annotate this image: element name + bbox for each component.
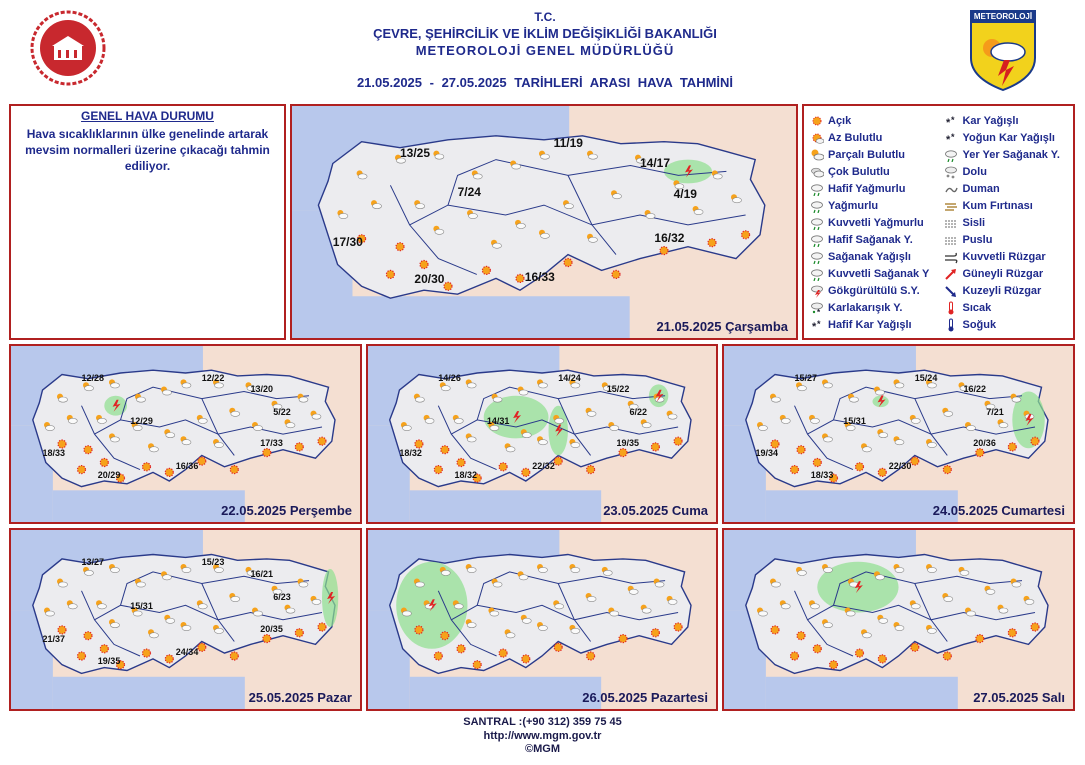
legend-item	[944, 316, 1069, 333]
sun-icon	[1031, 623, 1039, 631]
temperature-label: 19/35	[97, 656, 121, 666]
sun-icon	[473, 661, 481, 669]
temperature-label: 15/31	[843, 415, 866, 426]
temperature-label: 15/22	[606, 384, 630, 395]
sun-icon	[230, 466, 238, 474]
header-line2: ÇEVRE, ŞEHİRCİLİK VE İKLİM DEĞİŞİKLİĞİ BAKANLIĞI	[373, 26, 717, 41]
legend-item	[810, 248, 944, 265]
snow-icon	[944, 114, 958, 128]
legend-label: Kuvvetli Sağanak Y	[828, 267, 930, 280]
temperature-label: 5/22	[273, 407, 291, 418]
sun-icon	[78, 466, 86, 474]
shower-icon	[810, 250, 824, 264]
legend-item	[944, 129, 1069, 146]
sun-icon	[911, 643, 919, 651]
sun-icon	[444, 282, 452, 290]
legend-item	[810, 163, 944, 180]
sun-icon	[434, 652, 442, 660]
temperature-label: 13/20	[250, 384, 274, 395]
temperature-label: 19/34	[755, 448, 779, 459]
sun-icon	[612, 270, 620, 278]
legend-label: Duman	[962, 182, 1000, 195]
map-day-1	[290, 104, 798, 340]
sun-icon	[1008, 629, 1016, 637]
temperature-label: 16/36	[175, 461, 199, 472]
sun-icon	[143, 463, 151, 471]
legend-col2	[944, 112, 1069, 333]
sandstorm-icon	[944, 199, 958, 213]
sun-icon	[587, 466, 595, 474]
sun-icon	[554, 643, 562, 651]
cold-icon	[944, 318, 958, 332]
sun-icon	[441, 446, 449, 454]
logo-text: METEOROLOJİ	[973, 12, 1033, 21]
meteoroloji-logo	[968, 8, 1038, 92]
sun-icon	[295, 629, 303, 637]
sun-icon	[230, 652, 238, 660]
sun-icon	[84, 446, 92, 454]
temperature-label: 7/24	[457, 185, 481, 200]
map-date-caption: 22.05.2025 Perşembe	[221, 503, 352, 518]
temperature-label: 20/36	[973, 438, 996, 449]
temperature-label: 24/34	[175, 647, 199, 658]
map-day-2	[9, 344, 362, 524]
legend-item	[810, 214, 944, 231]
temperature-label: 12/28	[81, 373, 105, 383]
sun-icon	[499, 649, 507, 657]
map-date-caption: 26.05.2025 Pazartesi	[582, 690, 708, 705]
map-day-7	[722, 528, 1075, 711]
temperature-label: 15/24	[914, 373, 938, 383]
sun-icon	[457, 645, 465, 653]
sun-icon	[830, 661, 838, 669]
temperature-label: 14/31	[486, 415, 510, 426]
map-date-caption: 21.05.2025 Çarşamba	[656, 319, 788, 334]
legend-label: Yağmurlu	[828, 199, 879, 212]
legend-item	[810, 146, 944, 163]
sun-icon	[564, 259, 572, 267]
temperature-label: 14/26	[438, 373, 461, 383]
smoke-icon	[944, 182, 958, 196]
legend-label: Açık	[828, 114, 852, 127]
sun-icon	[165, 468, 173, 476]
legend-item	[810, 129, 944, 146]
sun-icon	[976, 449, 984, 457]
legend-label: Puslu	[962, 233, 993, 246]
temperature-label: 13/25	[400, 145, 431, 160]
svg-text:*: *	[817, 318, 821, 329]
temperature-label: 16/33	[524, 270, 555, 285]
sun-icon	[660, 247, 668, 255]
sun-icon	[84, 632, 92, 640]
sun-icon	[797, 446, 805, 454]
legend-item	[810, 231, 944, 248]
sun-icon	[856, 649, 864, 657]
temperature-label: 20/29	[97, 469, 121, 480]
sun-icon	[165, 655, 173, 663]
legend-item	[944, 180, 1069, 197]
hail-icon	[944, 165, 958, 179]
heavy-snow-icon	[944, 131, 958, 145]
sun-icon	[810, 114, 824, 128]
sun-icon	[415, 440, 423, 448]
sun-icon	[1031, 437, 1039, 445]
temperature-label: 15/31	[130, 600, 153, 611]
legend-item	[944, 265, 1069, 282]
legend-label: Sisli	[962, 216, 986, 229]
legend-item	[944, 231, 1069, 248]
sun-icon	[771, 626, 779, 634]
temperature-label: 14/17	[640, 155, 671, 170]
svg-text:*: *	[946, 116, 951, 128]
svg-text:*: *	[817, 307, 821, 315]
legend-item	[810, 180, 944, 197]
legend-item	[944, 248, 1069, 265]
legend-item	[810, 299, 944, 316]
general-weather-box	[9, 104, 286, 340]
legend-item	[810, 112, 944, 129]
legend-item	[944, 197, 1069, 214]
sun-icon	[516, 274, 524, 282]
temperature-label: 6/23	[273, 592, 291, 603]
legend-item	[944, 163, 1069, 180]
map-day-5	[9, 528, 362, 711]
svg-text:*: *	[951, 114, 955, 125]
sun-icon	[441, 632, 449, 640]
map-date-caption: 25.05.2025 Pazar	[248, 690, 352, 705]
svg-text:*: *	[951, 131, 955, 142]
sun-icon	[976, 635, 984, 643]
sun-icon	[587, 652, 595, 660]
header-line4: 21.05.2025 - 27.05.2025 TARİHLERİ ARASI HAVA TAHMİNİ	[356, 75, 734, 90]
sun-icon	[318, 437, 326, 445]
sun-icon	[58, 626, 66, 634]
sun-icon	[554, 457, 562, 465]
sun-icon	[619, 635, 627, 643]
legend-item	[810, 265, 944, 282]
temperature-label: 20/35	[260, 624, 283, 635]
legend-label: Kuvvetli Yağmurlu	[828, 216, 924, 229]
legend-label: Hafif Sağanak Y.	[828, 233, 913, 246]
legend-label: Yoğun Kar Yağışlı	[962, 131, 1055, 144]
rain-icon	[810, 199, 824, 213]
legend-label: Az Bulutlu	[828, 131, 883, 144]
legend-label: Gökgürültülü S.Y.	[828, 284, 920, 297]
legend-label: Güneyli Rüzgar	[962, 267, 1044, 280]
sun-icon	[420, 261, 428, 269]
legend-label: Sağanak Yağışlı	[828, 250, 911, 263]
legend-label: Soğuk	[962, 318, 997, 331]
sun-icon	[651, 629, 659, 637]
temperature-label: 18/32	[454, 469, 478, 480]
legend-item	[810, 316, 944, 333]
map-date-caption: 24.05.2025 Cumartesi	[932, 503, 1065, 518]
strong-wind-icon	[944, 250, 958, 264]
legend-label: Karlakarışık Y.	[828, 301, 903, 314]
footer-copyright: ©MGM	[525, 743, 560, 755]
legend-label: Kum Fırtınası	[962, 199, 1033, 212]
map-day-3	[366, 344, 718, 524]
temperature-label: 22/30	[888, 461, 912, 472]
thunderstorm-icon	[810, 284, 824, 298]
legend-label: Sıcak	[962, 301, 992, 314]
sun-icon	[619, 449, 627, 457]
temperature-label: 6/22	[629, 407, 648, 418]
sun-icon	[791, 466, 799, 474]
north-wind-icon	[944, 284, 958, 298]
legend-item	[944, 146, 1069, 163]
temperature-label: 16/22	[963, 384, 987, 395]
temperature-label: 14/24	[558, 373, 581, 383]
legend-label: Hafif Yağmurlu	[828, 182, 906, 195]
temperature-label: 21/37	[42, 634, 66, 645]
heavy-rain-icon	[810, 216, 824, 230]
legend-label: Hafif Kar Yağışlı	[828, 318, 912, 331]
sun-icon	[295, 443, 303, 451]
sleet-icon	[810, 301, 824, 315]
sun-icon	[434, 466, 442, 474]
sun-small-cloud-icon	[810, 131, 824, 145]
legend-item	[944, 112, 1069, 129]
sun-icon	[791, 652, 799, 660]
legend-label: Parçalı Bulutlu	[828, 148, 906, 161]
svg-text:*: *	[946, 133, 951, 145]
sun-icon	[1008, 443, 1016, 451]
sun-icon	[943, 466, 951, 474]
sun-icon	[198, 457, 206, 465]
sun-icon	[386, 270, 394, 278]
fog-icon	[944, 216, 958, 230]
sun-icon	[482, 266, 490, 274]
haze-icon	[944, 233, 958, 247]
cloudy-icon	[810, 165, 824, 179]
sun-icon	[797, 632, 805, 640]
hot-icon	[944, 301, 958, 315]
sun-icon	[522, 655, 530, 663]
sun-icon	[674, 623, 682, 631]
temperature-label: 16/21	[250, 569, 274, 579]
heavy-shower-icon	[810, 267, 824, 281]
legend-box	[802, 104, 1075, 340]
map-date-caption: 27.05.2025 Salı	[973, 690, 1065, 705]
temperature-label: 15/27	[794, 373, 818, 383]
temperature-label: 17/33	[260, 438, 283, 449]
sun-icon	[318, 623, 326, 631]
temperature-label: 11/19	[553, 135, 583, 150]
temperature-label: 16/32	[654, 230, 685, 245]
sun-icon	[100, 645, 108, 653]
temperature-label: 19/35	[616, 438, 640, 449]
sun-icon	[674, 437, 682, 445]
temperature-label: 17/30	[332, 234, 363, 249]
sun-icon	[457, 459, 465, 467]
legend-label: Kar Yağışlı	[962, 114, 1019, 127]
light-shower-icon	[810, 233, 824, 247]
temperature-label: 18/32	[399, 448, 422, 459]
map-day-6	[366, 528, 718, 711]
temperature-label: 12/22	[201, 373, 225, 383]
map-day-4	[722, 344, 1075, 524]
sun-icon	[58, 440, 66, 448]
south-wind-icon	[944, 267, 958, 281]
legend-item	[810, 197, 944, 214]
sun-icon	[813, 459, 821, 467]
legend-item	[944, 299, 1069, 316]
sun-icon	[263, 635, 271, 643]
header-line3: METEOROLOJİ GENEL MÜDÜRLÜĞÜ	[415, 43, 675, 58]
legend-col1	[810, 112, 944, 333]
legend-label: Çok Bulutlu	[828, 165, 890, 178]
light-rain-icon	[810, 182, 824, 196]
ministry-logo	[30, 10, 106, 86]
sun-icon	[263, 449, 271, 457]
temperature-label: 4/19	[673, 187, 697, 202]
sun-icon	[651, 443, 659, 451]
legend-item	[944, 214, 1069, 231]
sun-icon	[911, 457, 919, 465]
sun-icon	[499, 463, 507, 471]
general-weather-title: GENEL HAVA DURUMU	[81, 109, 214, 123]
legend-item	[944, 282, 1069, 299]
sun-icon	[771, 440, 779, 448]
legend-label: Kuvvetli Rüzgar	[962, 250, 1046, 263]
temperature-label: 18/33	[810, 469, 834, 480]
sun-icon	[742, 231, 750, 239]
sun-icon	[522, 468, 530, 476]
sun-icon	[878, 468, 886, 476]
temperature-label: 7/21	[986, 407, 1004, 418]
sun-icon	[396, 243, 404, 251]
general-weather-text: Hava sıcaklıklarının ülke genelinde artarak mevsim normalleri üzerine çıkacağı tahmin ediliyor.	[25, 127, 270, 173]
sun-icon	[198, 643, 206, 651]
sun-icon	[708, 239, 716, 247]
temperature-label: 12/29	[130, 415, 153, 426]
legend-label: Kuzeyli Rüzgar	[962, 284, 1042, 297]
temperature-label: 22/32	[532, 461, 555, 472]
sun-icon	[143, 649, 151, 657]
header-line1: T.C.	[534, 10, 556, 24]
sun-icon	[943, 652, 951, 660]
footer-url[interactable]: http://www.mgm.gov.tr	[483, 730, 602, 742]
partly-cloudy-icon	[810, 148, 824, 162]
sun-icon	[415, 626, 423, 634]
temperature-label: 13/27	[81, 557, 105, 568]
sun-icon	[100, 459, 108, 467]
temperature-label: 18/33	[42, 448, 66, 459]
map-date-caption: 23.05.2025 Cuma	[603, 503, 708, 518]
sun-icon	[856, 463, 864, 471]
footer-phone: SANTRAL :(+90 312) 359 75 45	[463, 716, 622, 728]
temperature-label: 20/30	[414, 272, 445, 287]
legend-label: Dolu	[962, 165, 987, 178]
sun-icon	[813, 645, 821, 653]
temperature-label: 15/23	[201, 557, 225, 568]
svg-text:*: *	[812, 320, 817, 332]
sun-icon	[78, 652, 86, 660]
legend-label: Yer Yer Sağanak Y.	[962, 148, 1060, 161]
sun-icon	[878, 655, 886, 663]
local-shower-icon	[944, 148, 958, 162]
light-snow-icon	[810, 318, 824, 332]
legend-item	[810, 282, 944, 299]
